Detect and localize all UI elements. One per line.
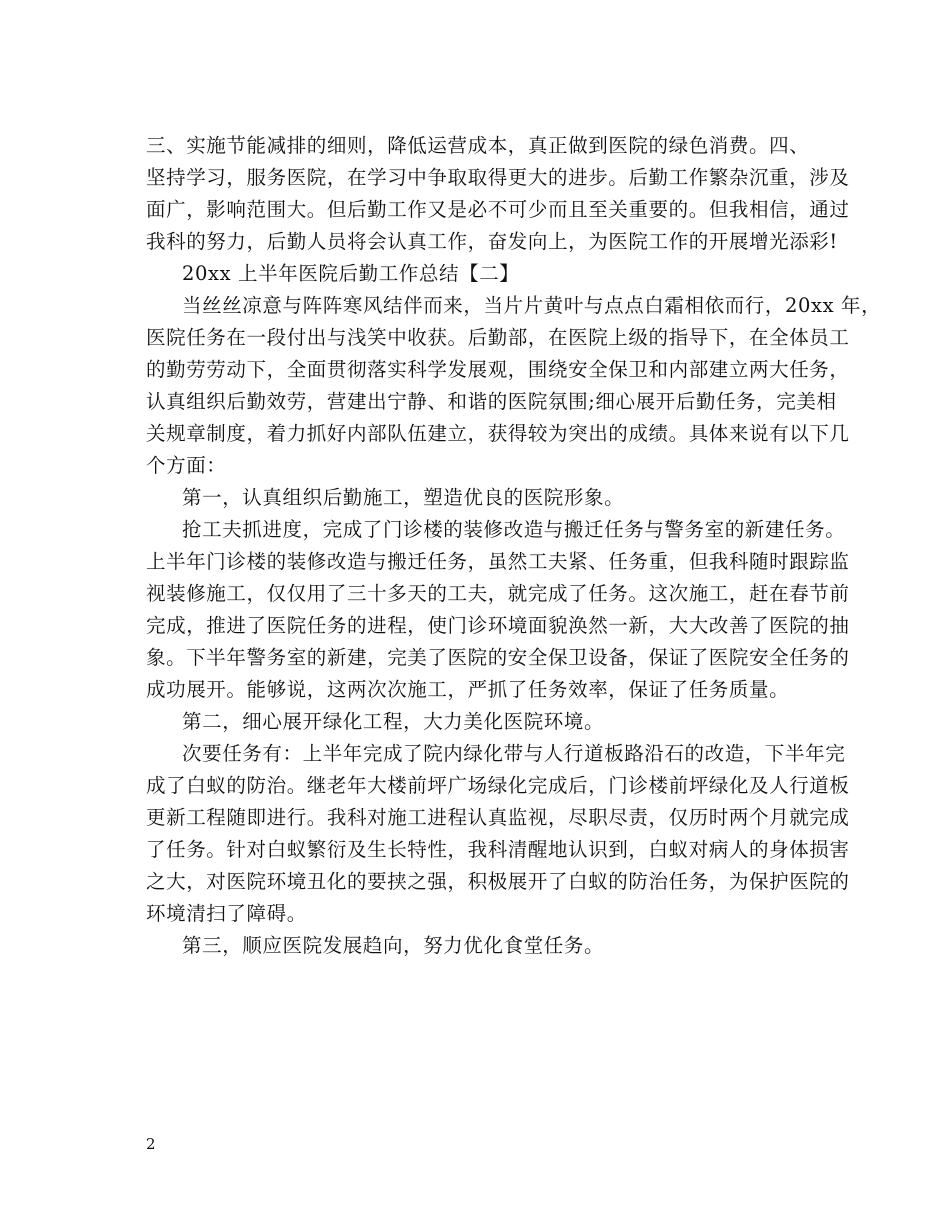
text-line: 之大，对医院环境丑化的要挟之强，积极展开了白蚁的防治任务，为保护医院的	[146, 870, 850, 893]
text-line: 完成，推进了医院任务的进程，使门诊环境面貌涣然一新，大大改善了医院的抽	[146, 614, 850, 637]
text-line: 上半年门诊楼的装修改造与搬迁任务，虽然工夫紧、任务重，但我科随时跟踪监	[146, 550, 850, 573]
text-line: 当丝丝凉意与阵阵寒风结伴而来，当片片黄叶与点点白霜相依而行，20xx 年，	[182, 294, 882, 317]
text-line: 视装修施工，仅仅用了三十多天的工夫，就完成了任务。这次施工，赶在春节前	[146, 582, 850, 605]
text-line: 医院任务在一段付出与浅笑中收获。后勤部，在医院上级的指导下，在全体员工	[146, 326, 850, 349]
text-line: 坚持学习，服务医院，在学习中争取取得更大的进步。后勤工作繁杂沉重，涉及	[146, 166, 850, 189]
text-line: 认真组织后勤效劳，营建出宁静、和谐的医院氛围;细心展开后勤任务，完美相	[146, 390, 837, 413]
text-line: 我科的努力，后勤人员将会认真工作，奋发向上，为医院工作的开展增光添彩!	[146, 230, 838, 253]
text-line: 成了白蚁的防治。继老年大楼前坪广场绿化完成后，门诊楼前坪绿化及人行道板	[146, 774, 850, 797]
text-line: 更新工程随即进行。我科对施工进程认真监视，尽职尽责，仅历时两个月就完成	[146, 806, 850, 829]
document-body	[146, 130, 882, 962]
text-line: 成功展开。能够说，这两次次施工，严抓了任务效率，保证了任务质量。	[146, 678, 790, 701]
subheading: 第二，细心展开绿化工程，大力美化医院环境。	[182, 710, 605, 733]
text-line: 个方面：	[146, 454, 227, 477]
section-heading: 20xx 上半年医院后勤工作总结【二】	[182, 262, 520, 285]
page-number: 2	[146, 1135, 156, 1153]
text-line: 次要任务有：上半年完成了院内绿化带与人行道板路沿石的改造，下半年完	[182, 742, 846, 765]
text-line: 了任务。针对白蚁繁衍及生长特性，我科清醒地认识到，白蚁对病人的身体损害	[146, 838, 850, 861]
text-line: 的勤劳劳动下，全面贯彻落实科学发展观，围绕安全保卫和内部建立两大任务，	[146, 358, 850, 381]
text-line: 环境清扫了障碍。	[146, 902, 307, 925]
text-line: 三、实施节能减排的细则，降低运营成本，真正做到医院的绿色消费。四、	[146, 134, 810, 157]
subheading: 第一，认真组织后勤施工，塑造优良的医院形象。	[182, 486, 625, 509]
subheading: 第三，顺应医院发展趋向，努力优化食堂任务。	[182, 934, 605, 957]
text-line: 象。下半年警务室的新建，完美了医院的安全保卫设备，保证了医院安全任务的	[146, 646, 850, 669]
text-line: 面广，影响范围大。但后勤工作又是必不可少而且至关重要的。但我相信，通过	[146, 198, 850, 221]
text-line: 关规章制度，着力抓好内部队伍建立，获得较为突出的成绩。具体来说有以下几	[146, 422, 850, 445]
text-line: 抢工夫抓进度，完成了门诊楼的装修改造与搬迁任务与警务室的新建任务。	[182, 518, 846, 541]
